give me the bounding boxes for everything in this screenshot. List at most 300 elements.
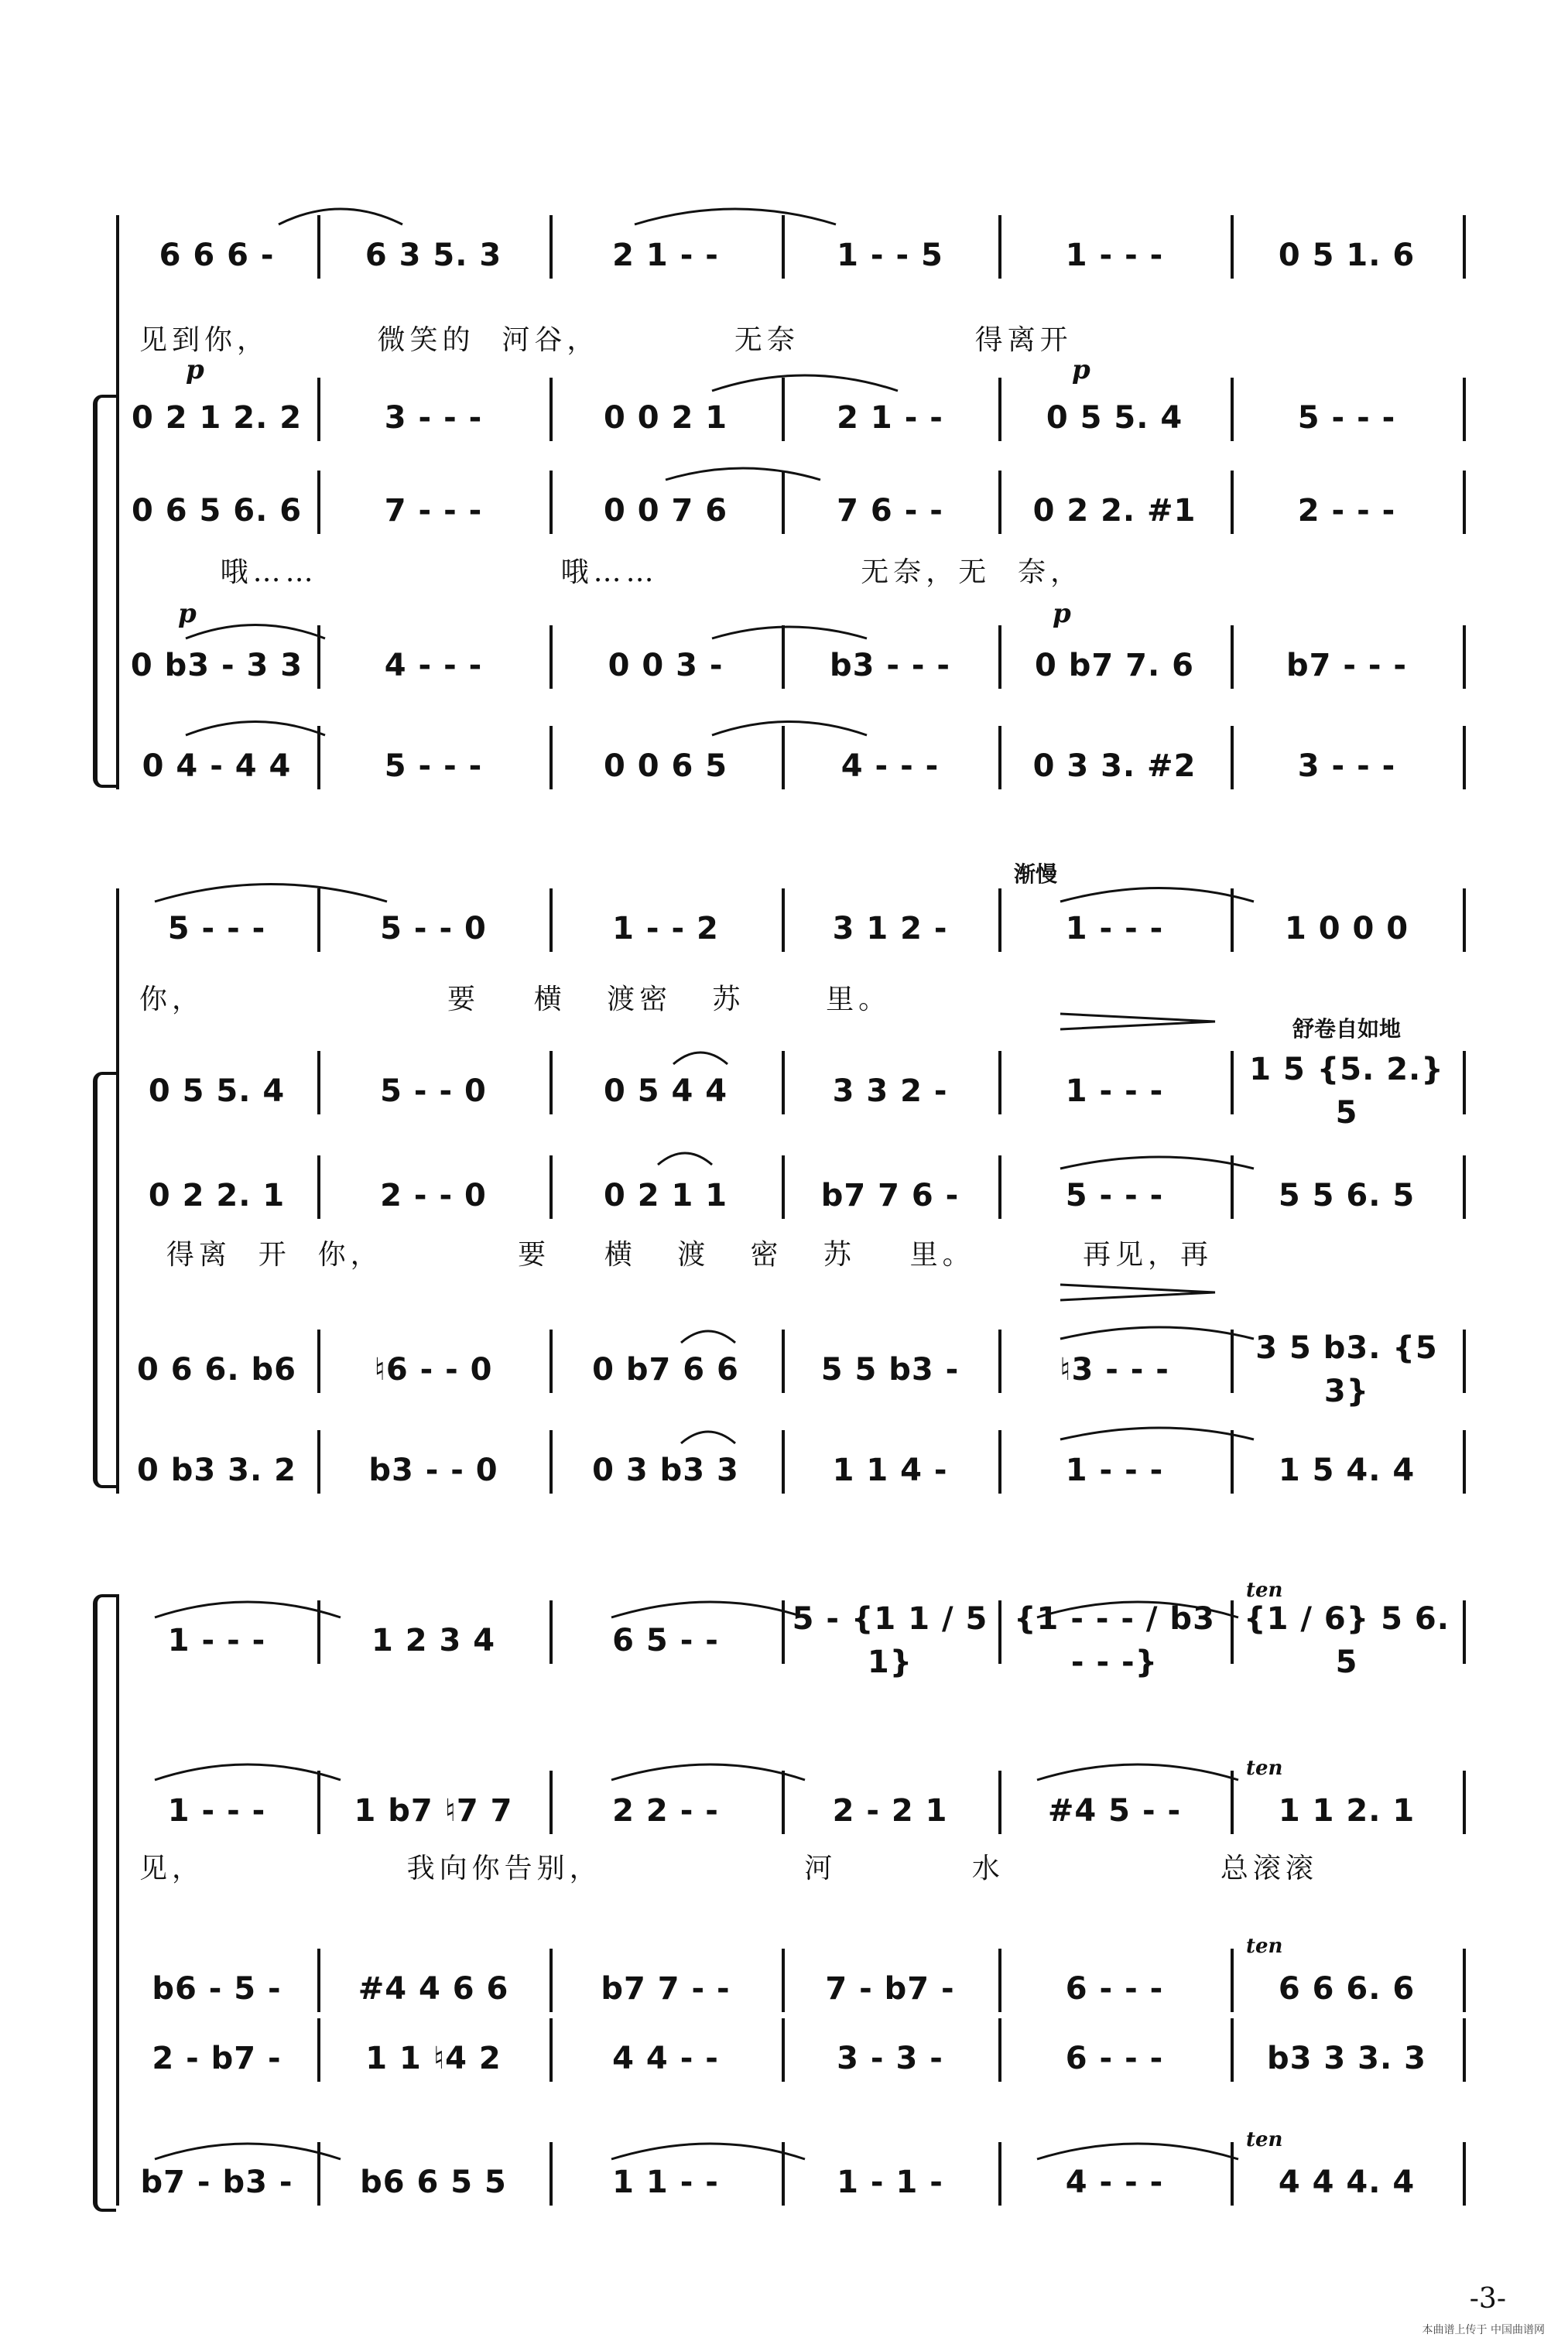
measure <box>1240 371 1453 464</box>
dynamic-mark: p <box>178 598 197 629</box>
measure-notes: 1 5 4. 4 <box>1278 1453 1416 1488</box>
measure-notes: 2 - - - <box>1297 493 1396 529</box>
measure-notes: b6 6 5 5 <box>360 2165 507 2200</box>
bar-line <box>317 1949 320 2012</box>
measure <box>791 371 989 464</box>
measure <box>1008 1323 1221 1416</box>
bar-line <box>782 2142 785 2206</box>
bar-line <box>317 1600 320 1664</box>
staff-solo <box>116 1594 1463 1687</box>
measure-notes: #4 4 6 6 <box>358 1971 509 2007</box>
bar-line <box>1231 1330 1234 1393</box>
measure <box>125 464 308 557</box>
bar-line <box>782 378 785 441</box>
choir-brace <box>93 395 116 788</box>
bar-line <box>1463 2018 1466 2082</box>
measure-notes: 0 5 4 4 <box>603 1073 728 1109</box>
dynamic-mark: p <box>1072 354 1090 385</box>
measure-notes: 0 b3 - 3 3 <box>130 648 303 683</box>
bar-line <box>116 1600 119 1664</box>
choir-brace <box>93 1594 116 2212</box>
measure-notes: 0 2 2. #1 <box>1032 493 1197 529</box>
measure-notes: b3 - - - <box>829 648 951 683</box>
bar-line <box>998 1949 1001 2012</box>
measure-notes: 1 2 3 4 <box>371 1623 496 1658</box>
bar-line <box>782 625 785 689</box>
measure <box>1240 1149 1453 1242</box>
measure <box>559 882 772 975</box>
measure <box>1240 882 1453 975</box>
measure <box>327 619 540 712</box>
bar-line <box>782 1600 785 1664</box>
measure <box>125 1323 308 1416</box>
bar-line <box>116 1051 119 1114</box>
bar-line <box>549 471 553 534</box>
measure-notes: 1 1 4 - <box>832 1453 948 1488</box>
measure-notes: ♮6 - - 0 <box>374 1352 493 1388</box>
dynamic-mark: p <box>1053 598 1071 629</box>
bar-line <box>317 1771 320 1834</box>
bar-line <box>1463 1155 1466 1219</box>
bar-line <box>549 1949 553 2012</box>
measure-notes: 1 1 ♮4 2 <box>365 2041 502 2076</box>
measure <box>327 1424 540 1517</box>
bar-line <box>1463 625 1466 689</box>
measure <box>327 1323 540 1416</box>
bar-line <box>1463 2142 1466 2206</box>
bar-line <box>116 625 119 689</box>
measure-notes: 4 4 - - <box>612 2041 719 2076</box>
measure-notes: 0 0 7 6 <box>603 493 728 529</box>
measure-notes: 0 0 2 1 <box>603 400 728 436</box>
bar-line <box>1231 215 1234 279</box>
measure <box>1240 2012 1453 2105</box>
measure-notes: 0 5 1. 6 <box>1278 238 1416 273</box>
bar-line <box>998 625 1001 689</box>
measure-notes: 2 1 - - <box>837 400 943 436</box>
staff-bass <box>116 1424 1463 1517</box>
measure <box>791 1323 989 1416</box>
bar-line <box>998 1155 1001 1219</box>
bar-line <box>1231 1949 1234 2012</box>
measure <box>1240 1323 1453 1416</box>
measure <box>125 619 308 712</box>
bar-line <box>116 1155 119 1219</box>
measure <box>791 720 989 813</box>
measure <box>125 2136 308 2229</box>
bar-line <box>317 2142 320 2206</box>
measure-notes: 6 3 5. 3 <box>365 238 502 273</box>
measure <box>327 882 540 975</box>
bar-line <box>1463 215 1466 279</box>
staff-tenor <box>116 2012 1463 2105</box>
measure-notes: {1 / 6} 5 6. 5 <box>1244 1601 1450 1680</box>
measure <box>559 1149 772 1242</box>
bar-line <box>549 1330 553 1393</box>
measure <box>327 1594 540 1687</box>
measure-notes: 6 6 6 - <box>159 238 275 273</box>
bar-line <box>998 215 1001 279</box>
measure-notes: 1 - - 5 <box>837 238 943 273</box>
measure-notes: 1 - - - <box>1065 238 1164 273</box>
measure-notes: 1 0 0 0 <box>1284 911 1409 946</box>
measure-notes: 4 - - - <box>840 748 940 784</box>
measure <box>559 1045 772 1138</box>
bar-line <box>116 726 119 789</box>
measure-notes: 5 - - - <box>384 748 483 784</box>
bar-line <box>116 2018 119 2082</box>
measure <box>327 1045 540 1138</box>
bar-line <box>549 625 553 689</box>
measure <box>1008 1424 1221 1517</box>
bar-line <box>1463 888 1466 952</box>
bar-line <box>1463 1330 1466 1393</box>
measure <box>791 209 989 302</box>
bar-line <box>1231 378 1234 441</box>
bar-line <box>1463 1949 1466 2012</box>
measure-notes: 1 - - - <box>167 1793 266 1829</box>
bar-line <box>782 1155 785 1219</box>
bar-line <box>998 1330 1001 1393</box>
measure-notes: 2 1 - - <box>612 238 719 273</box>
bar-line <box>1231 888 1234 952</box>
measure <box>1008 619 1221 712</box>
measure-notes: 1 - - - <box>1065 1453 1164 1488</box>
measure <box>327 720 540 813</box>
bar-line <box>116 1430 119 1494</box>
measure-notes: b3 - - 0 <box>368 1453 498 1488</box>
tenuto-mark: ten <box>1246 1935 1283 1958</box>
measure <box>125 371 308 464</box>
measure <box>1240 1594 1453 1687</box>
measure-notes: #4 5 - - <box>1047 1793 1182 1829</box>
bar-line <box>1463 726 1466 789</box>
staff-solo <box>116 882 1463 975</box>
bar-line <box>998 726 1001 789</box>
measure-notes: 3 1 2 - <box>832 911 948 946</box>
bar-line <box>998 2018 1001 2082</box>
bar-line <box>782 1771 785 1834</box>
measure-notes: 6 - - - <box>1065 2041 1164 2076</box>
bar-line <box>549 1600 553 1664</box>
measure <box>791 1149 989 1242</box>
measure-notes: 5 - - - <box>167 911 266 946</box>
measure-notes: 0 5 5. 4 <box>1046 400 1183 436</box>
measure-notes: ♮3 - - - <box>1060 1352 1169 1388</box>
bar-line <box>317 471 320 534</box>
measure <box>559 720 772 813</box>
bar-line <box>998 378 1001 441</box>
measure-notes: 3 3 2 - <box>832 1073 948 1109</box>
measure <box>791 1424 989 1517</box>
measure <box>559 1594 772 1687</box>
measure <box>559 1323 772 1416</box>
measure-notes: 3 - - - <box>384 400 483 436</box>
tenuto-mark: ten <box>1246 1579 1283 1602</box>
measure-notes: 0 0 6 5 <box>603 748 728 784</box>
bar-line <box>116 1949 119 2012</box>
bar-line <box>1463 1600 1466 1664</box>
lyrics-choir: 见， 我向你告别， 河 水 总滚滚 <box>139 1853 1318 1884</box>
tenuto-mark: ten <box>1246 1757 1283 1780</box>
measure-notes: 4 4 4. 4 <box>1278 2165 1416 2200</box>
measure <box>1240 464 1453 557</box>
measure-notes: 0 0 3 - <box>608 648 724 683</box>
measure-notes: 1 - - - <box>1065 911 1164 946</box>
measure <box>1008 720 1221 813</box>
measure <box>1008 464 1221 557</box>
measure-notes: b7 7 6 - <box>820 1178 960 1213</box>
staff-bass <box>116 720 1463 813</box>
measure-notes: 6 6 6. 6 <box>1278 1971 1416 2007</box>
bar-line <box>782 726 785 789</box>
measure-notes: 3 - 3 - <box>837 2041 943 2076</box>
measure-notes: 0 4 - 4 4 <box>142 748 292 784</box>
bar-line <box>317 726 320 789</box>
measure <box>559 371 772 464</box>
bar-line <box>782 1430 785 1494</box>
measure-notes: 3 - - - <box>1297 748 1396 784</box>
bar-line <box>782 1330 785 1393</box>
bar-line <box>116 1330 119 1393</box>
staff-soprano <box>116 1045 1463 1138</box>
measure-notes: b6 - 5 - <box>152 1971 282 2007</box>
measure-notes: 0 3 3. #2 <box>1032 748 1197 784</box>
staff-tenor <box>116 619 1463 712</box>
measure-notes: 0 3 b3 3 <box>592 1453 739 1488</box>
measure-notes: 7 6 - - <box>837 493 943 529</box>
measure <box>791 464 989 557</box>
measure <box>791 2012 989 2105</box>
bar-line <box>317 215 320 279</box>
measure <box>559 2012 772 2105</box>
measure <box>327 371 540 464</box>
measure <box>1008 209 1221 302</box>
bar-line <box>1231 1155 1234 1219</box>
bar-line <box>116 471 119 534</box>
measure-notes: 2 - 2 1 <box>832 1793 948 1829</box>
bar-line <box>549 1155 553 1219</box>
measure-notes: 5 - - - <box>1065 1178 1164 1213</box>
measure-notes: 0 2 1 2. 2 <box>131 400 303 436</box>
measure <box>1008 371 1221 464</box>
source-footer: 本曲谱上传于 中国曲谱网 <box>1422 2324 1545 2336</box>
bar-line <box>549 726 553 789</box>
bar-line <box>782 1051 785 1114</box>
measure-notes: 0 6 5 6. 6 <box>131 493 303 529</box>
staff-alto <box>116 1149 1463 1242</box>
bar-line <box>317 2018 320 2082</box>
measure-notes: b7 - - - <box>1286 648 1408 683</box>
bar-line <box>116 215 119 279</box>
lyrics-solo: 见到你， 微笑的 河谷， 无奈 得离开 <box>139 324 1073 356</box>
measure-notes: 1 5 {5. 2.} 5 <box>1249 1052 1444 1131</box>
bar-line <box>1231 1600 1234 1664</box>
measure <box>327 464 540 557</box>
bar-line <box>998 2142 1001 2206</box>
bar-line <box>317 378 320 441</box>
bar-line <box>998 1430 1001 1494</box>
measure <box>125 1045 308 1138</box>
bar-line <box>1231 625 1234 689</box>
bar-line <box>1231 726 1234 789</box>
measure <box>1008 1149 1221 1242</box>
measure <box>791 1594 989 1687</box>
bar-line <box>782 471 785 534</box>
measure-notes: 7 - - - <box>384 493 483 529</box>
bar-line <box>998 1051 1001 1114</box>
bar-line <box>1231 471 1234 534</box>
bar-line <box>1231 1430 1234 1494</box>
bar-line <box>116 1771 119 1834</box>
bar-line <box>1463 1430 1466 1494</box>
bar-line <box>998 1600 1001 1664</box>
bar-line <box>1463 1771 1466 1834</box>
measure-notes: 1 - 1 - <box>837 2165 943 2200</box>
measure <box>125 882 308 975</box>
measure-notes: 4 - - - <box>384 648 483 683</box>
measure <box>1008 2136 1221 2229</box>
measure-notes: 5 - {1 1 / 5 1} <box>792 1601 988 1680</box>
measure <box>125 1149 308 1242</box>
bar-line <box>549 215 553 279</box>
measure <box>791 2136 989 2229</box>
bar-line <box>549 888 553 952</box>
measure <box>125 2012 308 2105</box>
measure-notes: 1 b7 ♮7 7 <box>354 1793 513 1829</box>
bar-line <box>998 888 1001 952</box>
bar-line <box>1231 2018 1234 2082</box>
measure-notes: b7 7 - - <box>601 1971 731 2007</box>
measure-notes: 0 6 6. b6 <box>137 1352 296 1388</box>
measure <box>559 1764 772 1857</box>
measure-notes: 0 b7 6 6 <box>592 1352 739 1388</box>
bar-line <box>317 625 320 689</box>
measure <box>125 1764 308 1857</box>
measure-notes: 0 2 1 1 <box>603 1178 728 1213</box>
measure-notes: 0 b3 3. 2 <box>137 1453 296 1488</box>
measure <box>1008 882 1221 975</box>
measure-notes: 1 - - 2 <box>612 911 719 946</box>
lyrics-choir: 哦…… 哦…… 无奈，无 奈， <box>139 556 1084 588</box>
measure <box>125 209 308 302</box>
bar-line <box>116 888 119 952</box>
measure-notes: 1 1 - - <box>612 2165 719 2200</box>
measure <box>559 209 772 302</box>
bar-line <box>782 888 785 952</box>
measure-notes: 2 2 - - <box>612 1793 719 1829</box>
measure-notes: 5 - - 0 <box>380 911 487 946</box>
expression-mark: 舒卷自如地 <box>1292 1016 1402 1042</box>
bar-line <box>116 378 119 441</box>
measure-notes: 5 5 b3 - <box>820 1352 960 1388</box>
measure <box>791 619 989 712</box>
measure <box>1008 1045 1221 1138</box>
bar-line <box>1231 1771 1234 1834</box>
measure-notes: 2 - b7 - <box>152 2041 282 2076</box>
measure-notes: 0 2 2. 1 <box>148 1178 286 1213</box>
measure-notes: {1 - - - / b3 - - -} <box>1014 1601 1215 1680</box>
bar-line <box>549 1771 553 1834</box>
choir-brace <box>93 1072 116 1488</box>
bar-line <box>317 1155 320 1219</box>
bar-line <box>317 888 320 952</box>
measure-notes: 0 5 5. 4 <box>148 1073 286 1109</box>
measure-notes: 0 b7 7. 6 <box>1035 648 1194 683</box>
measure <box>1008 2012 1221 2105</box>
measure <box>1240 720 1453 813</box>
measure-notes: 5 - - - <box>1297 400 1396 436</box>
measure <box>559 2136 772 2229</box>
page-number: -3- <box>1469 2283 1506 2315</box>
measure-notes: 2 - - 0 <box>380 1178 487 1213</box>
crescendo-hairpin <box>1060 1285 1215 1300</box>
bar-line <box>317 1051 320 1114</box>
bar-line <box>549 1051 553 1114</box>
measure <box>791 882 989 975</box>
bar-line <box>549 1430 553 1494</box>
measure-notes: 5 - - 0 <box>380 1073 487 1109</box>
measure <box>125 720 308 813</box>
bar-line <box>549 2142 553 2206</box>
measure <box>1240 1045 1453 1138</box>
bar-line <box>317 1330 320 1393</box>
measure <box>327 2136 540 2229</box>
measure <box>1240 1424 1453 1517</box>
bar-line <box>1463 1051 1466 1114</box>
measure-notes: 6 - - - <box>1065 1971 1164 2007</box>
bar-line <box>782 2018 785 2082</box>
measure <box>559 464 772 557</box>
measure <box>125 1594 308 1687</box>
measure-notes: b7 - b3 - <box>140 2165 293 2200</box>
measure-notes: 1 - - - <box>1065 1073 1164 1109</box>
tempo-mark: 渐慢 <box>1014 861 1058 887</box>
bar-line <box>1463 378 1466 441</box>
measure <box>327 1764 540 1857</box>
measure <box>1240 209 1453 302</box>
bar-line <box>549 2018 553 2082</box>
bar-line <box>317 1430 320 1494</box>
measure-notes: 4 - - - <box>1065 2165 1164 2200</box>
staff-soprano <box>116 371 1463 464</box>
bar-line <box>549 378 553 441</box>
bar-line <box>998 1771 1001 1834</box>
staff-alto <box>116 464 1463 557</box>
bar-line <box>998 471 1001 534</box>
measure <box>327 1149 540 1242</box>
measure <box>125 1424 308 1517</box>
lyrics-solo: 你， 要 横 渡密 苏 里。 <box>139 984 892 1015</box>
measure-notes: 5 5 6. 5 <box>1278 1178 1416 1213</box>
measure <box>1008 1764 1221 1857</box>
bar-line <box>1231 1051 1234 1114</box>
lyrics-choir: 得离 开 你， 要 横 渡 密 苏 里。 再见，再 <box>139 1239 1214 1271</box>
measure <box>327 209 540 302</box>
measure-notes: 3 5 b3. {5 3} <box>1255 1330 1438 1409</box>
measure <box>791 1045 989 1138</box>
measure-notes: b3 3 3. 3 <box>1267 2041 1426 2076</box>
measure <box>559 1424 772 1517</box>
measure-notes: 1 1 2. 1 <box>1278 1793 1416 1829</box>
staff-solo <box>116 209 1463 302</box>
bar-line <box>1463 471 1466 534</box>
measure <box>559 619 772 712</box>
measure-notes: 1 - - - <box>167 1623 266 1658</box>
measure-notes: 6 5 - - <box>612 1623 719 1658</box>
bar-line <box>782 215 785 279</box>
bar-line <box>116 2142 119 2206</box>
